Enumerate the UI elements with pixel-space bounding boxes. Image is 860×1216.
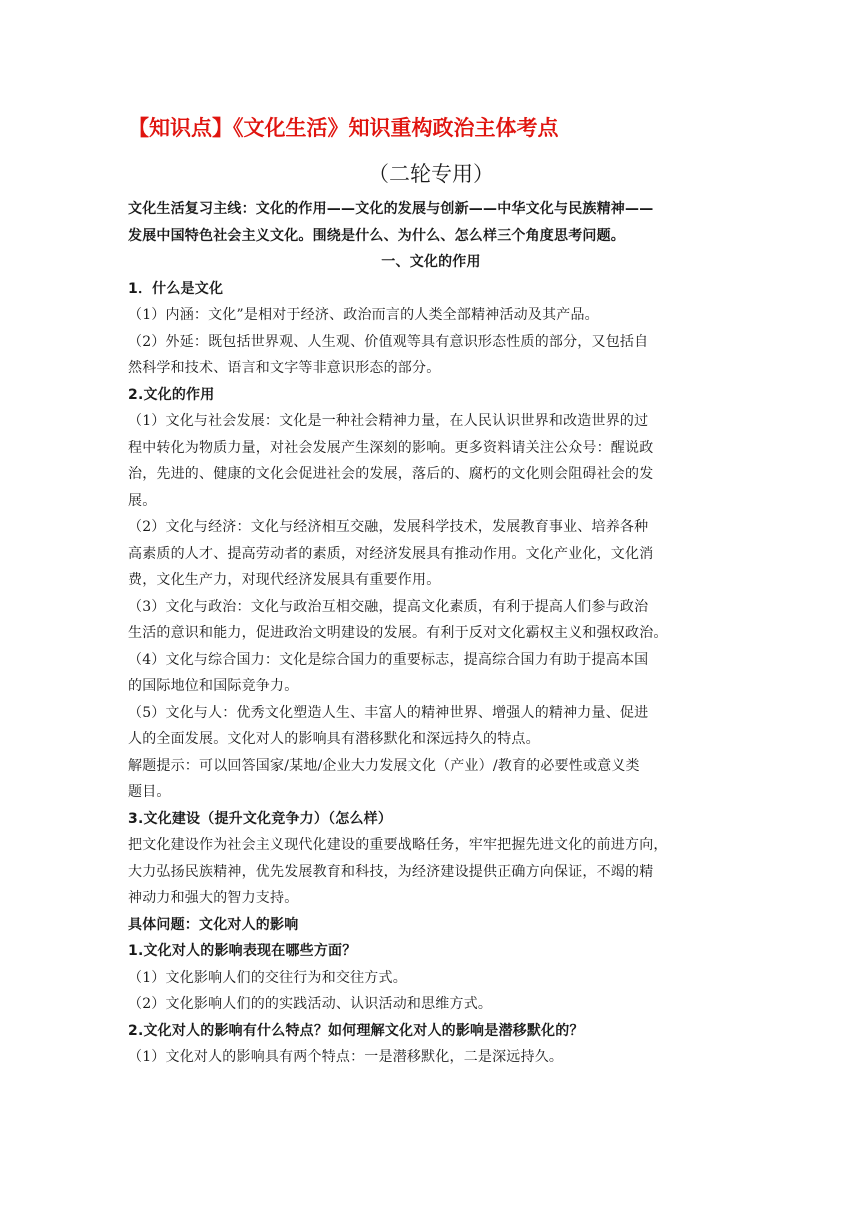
paragraph-line: 费，文化生产力，对现代经济发展具有重要作用。 bbox=[128, 572, 441, 588]
question-heading: 2.文化对人的影响有什么特点？如何理解文化对人的影响是潜移默化的？ bbox=[128, 1022, 584, 1039]
paragraph-line: （1）文化影响人们的交往行为和交往方式。 bbox=[128, 969, 407, 986]
paragraph-line: 展。 bbox=[128, 492, 157, 509]
paragraph-line: （1）文化与社会发展：文化是一种社会精神力量，在人民认识世界和改造世界的过 bbox=[128, 413, 649, 429]
paragraph-line: 把文化建设作为社会主义现代化建设的重要战略任务，牢牢把握先进文化的前进方向， bbox=[128, 837, 668, 853]
question-heading: 1.文化对人的影响表现在哪些方面？ bbox=[128, 943, 357, 959]
item-heading: 1．什么是文化 bbox=[128, 280, 224, 297]
paragraph-line: 然科学和技术、语言和文字等非意识形态的部分。 bbox=[128, 360, 441, 376]
paragraph-line: （3）文化与政治：文化与政治互相交融，提高文化素质，有利于提高人们参与政治 bbox=[128, 598, 649, 615]
page-title: 【知识点】《文化生活》知识重构政治主体考点 bbox=[128, 116, 559, 140]
page-subtitle: （二轮专用） bbox=[368, 162, 494, 186]
item-heading: 3.文化建设（提升文化竞争力）（怎么样） bbox=[128, 810, 393, 827]
paragraph-line: （1）内涵：文化”是相对于经济、政治而言的人类全部精神活动及其产品。 bbox=[128, 307, 599, 323]
section-heading: 一、文化的作用 bbox=[381, 254, 481, 270]
intro-paragraph bbox=[128, 196, 734, 249]
paragraph-line: （2）外延：既包括世界观、人生观、价值观等具有意识形态性质的部分，又包括自 bbox=[128, 333, 649, 350]
paragraph-line: （2）文化与经济：文化与经济相互交融，发展科学技术，发展教育事业、培养各种 bbox=[128, 519, 649, 535]
paragraph-line: 治，先进的、健康的文化会促进社会的发展，落后的、腐朽的文化则会阻碍社会的发 bbox=[128, 466, 654, 482]
item-heading: 2.文化的作用 bbox=[128, 386, 215, 403]
paragraph-line: （4）文化与综合国力：文化是综合国力的重要标志，提高综合国力有助于提高本国 bbox=[128, 651, 649, 668]
paragraph-line: （1）文化对人的影响具有两个特点：一是潜移默化，二是深远持久。 bbox=[128, 1049, 564, 1065]
paragraph-line: （5）文化与人：优秀文化塑造人生、丰富人的精神世界、增强人的精神力量、促进 bbox=[128, 704, 649, 721]
paragraph-line: 神动力和强大的智力支持。 bbox=[128, 890, 299, 906]
paragraph-line: 生活的意识和能力，促进政治文明建设的发展。有利于反对文化霸权主义和强权政治。 bbox=[128, 625, 668, 641]
paragraph-line: （2）文化影响人们的的实践活动、认识活动和思维方式。 bbox=[128, 996, 493, 1012]
topic-heading: 具体问题：文化对人的影响 bbox=[128, 916, 299, 933]
paragraph-line: 解题提示：可以回答国家/某地/企业大力发展文化（产业）/教育的必要性或意义类 bbox=[128, 757, 640, 774]
paragraph-line: 人的全面发展。文化对人的影响具有潜移默化和深远持久的特点。 bbox=[128, 731, 540, 747]
paragraph-line: 高素质的人才、提高劳动者的素质，对经济发展具有推动作用。文化产业化，文化消 bbox=[128, 545, 654, 562]
paragraph-line: 大力弘扬民族精神，优先发展教育和科技，为经济建设提供正确方向保证，不竭的精 bbox=[128, 863, 654, 880]
paragraph-line: 程中转化为物质力量，对社会发展产生深刻的影响。更多资料请关注公众号：醒说政 bbox=[128, 439, 654, 456]
intro-line: 文化生活复习主线：文化的作用——文化的发展与创新——中华文化与民族精神—— bbox=[128, 201, 654, 217]
document-body bbox=[128, 112, 734, 1071]
paragraph-line: 的国际地位和国际竞争力。 bbox=[128, 678, 299, 694]
paragraph-line: 题目。 bbox=[128, 784, 171, 800]
intro-line: 发展中国特色社会主义文化。围绕是什么、为什么、怎么样三个角度思考问题。 bbox=[128, 227, 625, 244]
